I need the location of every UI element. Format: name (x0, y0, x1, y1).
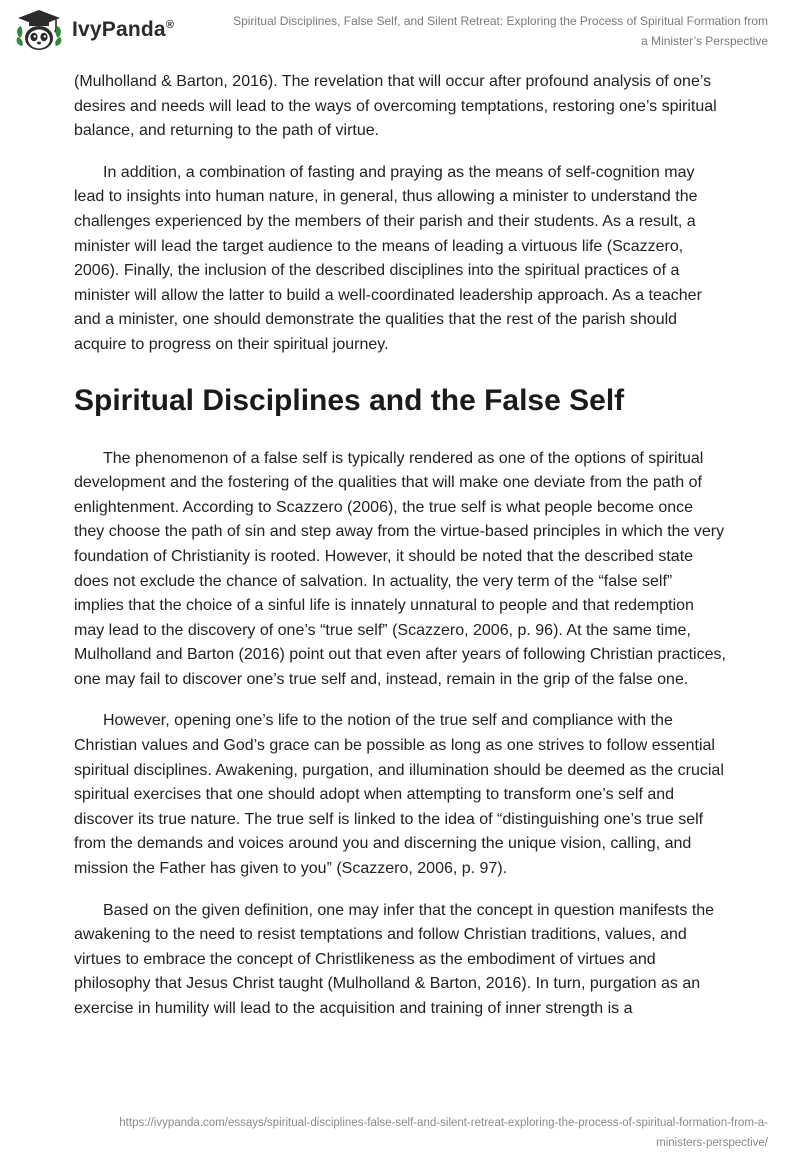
paragraph: Based on the given definition, one may infer that the concept in question manifests the awakening to the need to resist temptations and follow Christian traditions, values, and virtues to embrace the concept of Christlikeness as the embodiment of virtues and philosophy that Jesus Christ taught (Mulholland & Barton, 2016). In turn, purgation as an exercise in humility will lead to the acquisition and training of inner strength is a (74, 901, 715, 1017)
page-header (0, 0, 800, 60)
source-url[interactable] (48, 1113, 768, 1153)
brand-name: IvyPanda® (72, 18, 175, 41)
essay-body (74, 70, 726, 1039)
paragraph: However, opening one’s life to the notion of the true self and compliance with the Christian values and God’s grace can be possible as long as one strives to follow essential spiritual disciplines. Awakening, purgation, and illumination should be deemed as the crucial spiritual exercises that one should adopt when attempting to transform one’s self and discover its true nature. The true self is linked to the idea of “distinguishing one’s true self from the demands and voices around you and discerning the unique vision, calling, and mission the Father has given to you” (Scazzero, 2006, p. 97). (74, 712, 724, 878)
ivypanda-logo[interactable] (14, 8, 204, 52)
paragraph: In addition, a combination of fasting and praying as the means of self-cognition may lead to insights into human nature, in general, thus allowing a minister to understand the challenges experienced by the members of their parish and their students. As a result, a minister will lead the target audience to the means of leading a virtuous life (Scazzero, 2006). Finally, the inclusion of the described disciplines into the spiritual practices of a minister will allow the latter to build a well-coordinated leadership approach. As a teacher and a minister, one should demonstrate the qualities that the rest of the parish should acquire to progress on their spiritual journey. (74, 163, 702, 353)
paragraph: The phenomenon of a false self is typically rendered as one of the options of spiritual development and the fostering of the qualities that will make one deviate from the path of enlightenment. According to Scazzero (2006), the true self is what people become once they choose the path of sin and step away from the virtue-based principles in which the very foundation of Christianity is rooted. However, it should be noted that the described state does not exclude the chance of salvation. In actuality, the very term of the “false self” implies that the choice of a sinful life is innately unnatural to people and that redemption may lead to the discovery of one’s “true self” (Scazzero, 2006, p. 96). At the same time, Mulholland and Barton (2016) point out that even after years of following Christian practices, one may fail to discover one’s true self and, instead, remain in the grip of the false one. (74, 449, 726, 688)
paragraph: (Mulholland & Barton, 2016). The revelation that will occur after profound analysis of one’s desires and needs will lead to the ways of overcoming temptations, restoring one’s spiritual balance, and returning to the path of virtue. (74, 73, 717, 140)
source-url-line-2[interactable]: ministers-perspective/ (656, 1137, 768, 1149)
section-heading: Spiritual Disciplines and the False Self (74, 383, 625, 417)
panda-graduate-icon (14, 8, 64, 52)
source-url-line-1[interactable]: https://ivypanda.com/essays/spiritual-disciplines-false-self-and-silent-retreat-exploring-the-process-of-spiritual-formation-from-a- (119, 1117, 768, 1129)
document-title-line-1: Spiritual Disciplines, False Self, and Silent Retreat: Exploring the Process of Spiritual Formation from (233, 14, 768, 28)
document-title (208, 11, 768, 51)
document-title-line-2: a Minister’s Perspective (641, 34, 768, 48)
